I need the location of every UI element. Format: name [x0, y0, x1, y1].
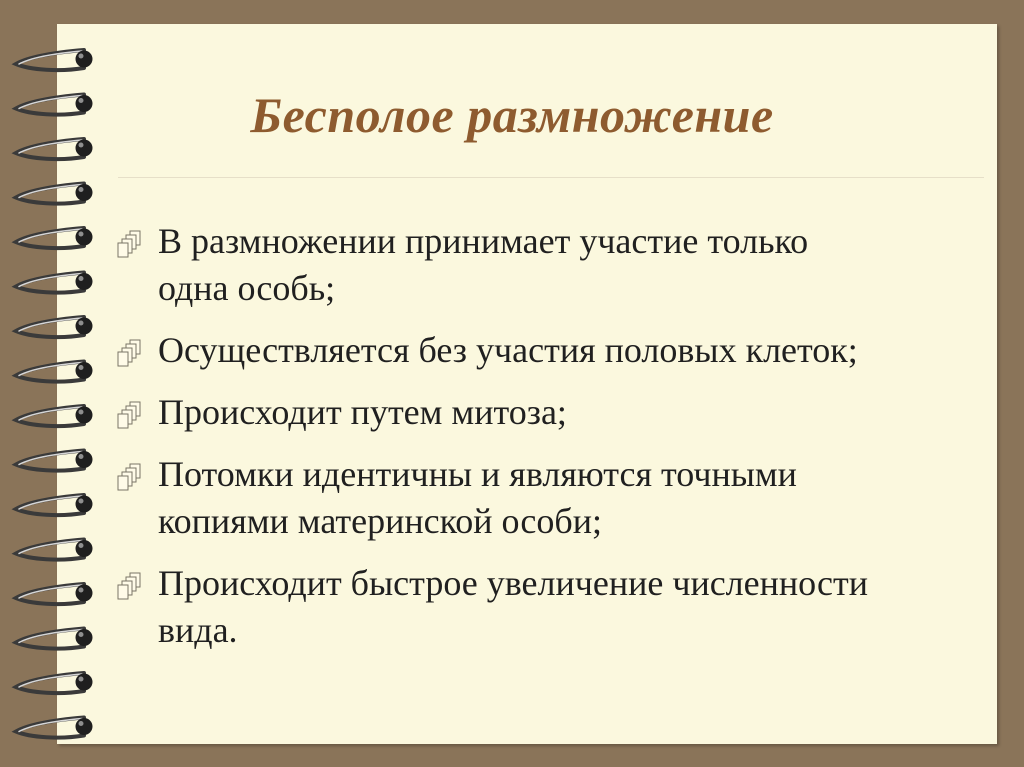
- spiral-ring-icon: [16, 584, 93, 604]
- bullet-text-5-line-2: вида.: [158, 610, 238, 650]
- spiral-ring-icon: [16, 184, 93, 204]
- stacked-pages-icon: [116, 462, 148, 492]
- bullet-text-5-line-1: Происходит быстрое увеличение численности: [158, 563, 869, 603]
- slide-title: Бесполое размножение: [250, 87, 774, 143]
- stacked-pages-icon: [116, 571, 148, 601]
- bullet-text-4-line-1: Потомки идентичны и являются точными: [158, 454, 797, 494]
- spiral-ring-icon: [16, 495, 93, 515]
- spiral-ring-icon: [16, 540, 93, 560]
- bullet-item-4: [112, 451, 1012, 545]
- spiral-ring-icon: [16, 718, 93, 738]
- bullet-text-2-line-1: Осуществляется без участия половых клеток;: [158, 330, 858, 370]
- bullet-item-2: [112, 327, 1012, 374]
- spiral-ring-icon: [16, 317, 93, 337]
- bullet-item-3: [112, 389, 1012, 436]
- spiral-ring-icon: [16, 451, 93, 471]
- spiral-ring-icon: [16, 228, 93, 248]
- stacked-pages-icon: [116, 400, 148, 430]
- bullet-item-1: [112, 218, 1012, 312]
- spiral-ring-icon: [16, 273, 93, 293]
- stacked-pages-icon: [116, 229, 148, 259]
- title-divider: [118, 177, 984, 178]
- spiral-ring-icon: [16, 406, 93, 426]
- bullet-list: [112, 218, 1012, 669]
- bullet-text-3-line-1: Происходит путем митоза;: [158, 392, 567, 432]
- spiral-ring-icon: [16, 362, 93, 382]
- bullet-text-1-line-1: В размножении принимает участие только: [158, 221, 809, 261]
- stacked-pages-icon: [116, 338, 148, 368]
- spiral-ring-icon: [16, 629, 93, 649]
- bullet-text-4-line-2: копиями материнской особи;: [158, 501, 602, 541]
- spiral-ring-icon: [16, 673, 93, 693]
- bullet-item-5: [112, 560, 1012, 654]
- spiral-ring-icon: [16, 50, 93, 70]
- bullet-text-1-line-2: одна особь;: [158, 268, 336, 308]
